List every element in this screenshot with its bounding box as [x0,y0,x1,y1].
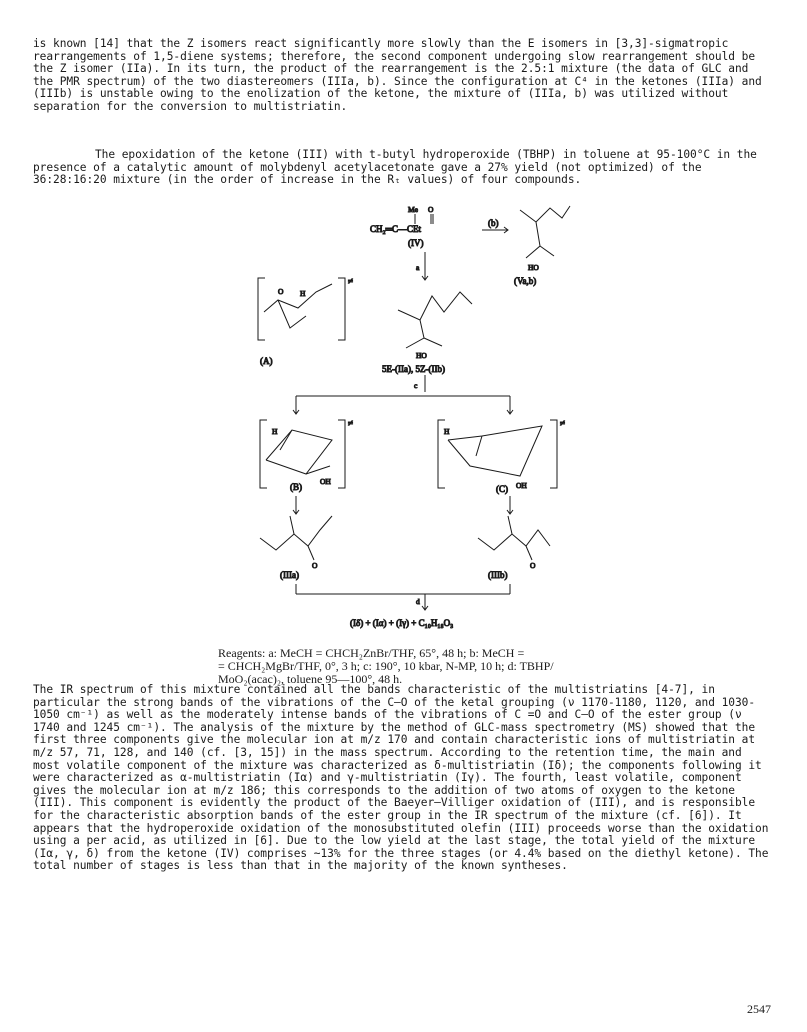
compound-iv-label: (IV) [408,238,424,248]
ii-ho-label: HO [416,351,427,360]
compound-iiia-label: (IIIa) [280,570,299,580]
ts-a-oxygen: O [278,287,284,296]
compound-iiib-label: (IIIb) [488,570,508,580]
ts-a-label: (A) [260,356,273,366]
scheme-caption [218,647,778,686]
ts-b-oh: OH [320,477,331,486]
paragraph-rearrangement: is known [14] that the Z isomers react significantly more slowly than the E isomers in [3,3]-sigmatropic rearrangements of 1,5-diene systems; therefore, the second component undergoing slow rearrangement should be the Z isomer (IIa). In its turn, the product of the rearrangement is the 2.5:1 mixture (the data of GLC and the PMR spectrum) of the two diastereomers (IIIa, b). Since the configuration at C⁴ in the ketones (IIIa) and (IIIb) is unstable owing to the enolization of the ketone, the mixture of (IIIa, b) was utilized without separation for the conversion to multistriatin. [33,37,762,113]
page-number: 2547 [747,1002,771,1016]
ts-b-mark: ≠ [348,418,353,428]
paragraph-ir-spectrum: The IR spectrum of this mixture contained all the bands characteristic of the multistriatins [4-7], in particular the strong bands of the vibrations of the C—O of the ketal grouping (ν 1170-1180, 1120, and 1030-1050 cm⁻¹) as well as the moderately intense bands of the vibrations of C =O and C—O of the ester group (ν 1740 and 1245 cm⁻¹). The analysis of the mixture by the method of GLC-mass spectrometry (MS) showed that the first three components give the molecular ion at m/z 170 and contain characteristic ions of multistriatin at m/z 57, 71, 128, and 140 (cf. [3, 15]) in the mass spectrum. According to the retention time, the main and most volatile component of the mixture was characterized as δ-multistriatin (Iδ); the components following it were characterized as α-multistriatin (Iα) and γ-multistriatin (Iγ). The fourth, least volatile, component gives the molecular ion at m/z 186; this corresponds to the addition of two atoms of oxygen to the ketone (III). This component is evidently the product of the Baeyer—Villiger oxidation of (III), and is responsible for the characteristic absorption bands of the ester group in the IR spectrum of the mixture (cf. [6]). It appears that the hydroperoxide oxidation of the monosubstituted olefin (III) proceeds worse than the oxidation using a per acid, as utilized in [6]. Due to the low yield at the last stage, the total yield of the mixture (Iα, γ, δ) from the ketone (IV) comprises ~13% for the three stages (or 4.4% based on the diethyl ketone). The total number of stages is less than that in the majority of the known syntheses. [33,683,769,873]
ts-c-mark: ≠ [560,418,565,428]
ts-c-h: H [444,427,450,436]
final-products: (Iδ) + (Iα) + (Iγ) + C₁₀H₁₈O₃ [350,618,454,628]
arrow-a-label: a [416,263,420,272]
ts-b-label: (B) [290,482,302,492]
arrow-c-label: c [414,381,418,390]
caption-line-3: MoO₂(acac)₂, toluene 95—100°, 48 h. [218,672,403,686]
compound-ii-label: 5E-(IIa), 5Z-(IIb) [382,364,445,374]
caption-line-2: = CHCH₂MgBr/THF, 0°, 3 h; c: 190°, 10 kbar, N-MP, 10 h; d: TBHP/ [218,659,554,673]
me-label: Me [408,205,418,214]
va-ho-label: HO [528,263,539,272]
compound-va-label: (Va,b) [514,276,537,286]
ts-c-oh: OH [516,481,527,490]
ts-a-h: H [300,289,306,298]
ts-a-mark: ≠ [348,276,353,286]
compound-iv-formula: CH₂═C—CEt [370,224,422,234]
paragraph-epoxidation: The epoxidation of the ketone (III) with t-butyl hydroperoxide (TBHP) in toluene at 95-100°C in the presence of a catalytic amount of molybdenyl acetylacetonate gave a 27% yield (not optimized) of the 36:28:16:20 mixture (in the order of increase in the Rₜ values) of four compounds. [33,148,757,187]
arrow-b-label: (b) [488,218,499,228]
iiia-oxygen: O [312,561,318,570]
ts-c-label: (C) [496,484,508,494]
caption-line-1: Reagents: a: MeCH = CHCH₂ZnBr/THF, 65°, 48 h; b: MeCH = [218,646,525,660]
oxygen-label: O [428,205,434,214]
reaction-scheme [220,200,640,630]
arrow-d-label: d [416,597,420,606]
iiib-oxygen: O [530,561,536,570]
ts-b-h: H [272,427,278,436]
